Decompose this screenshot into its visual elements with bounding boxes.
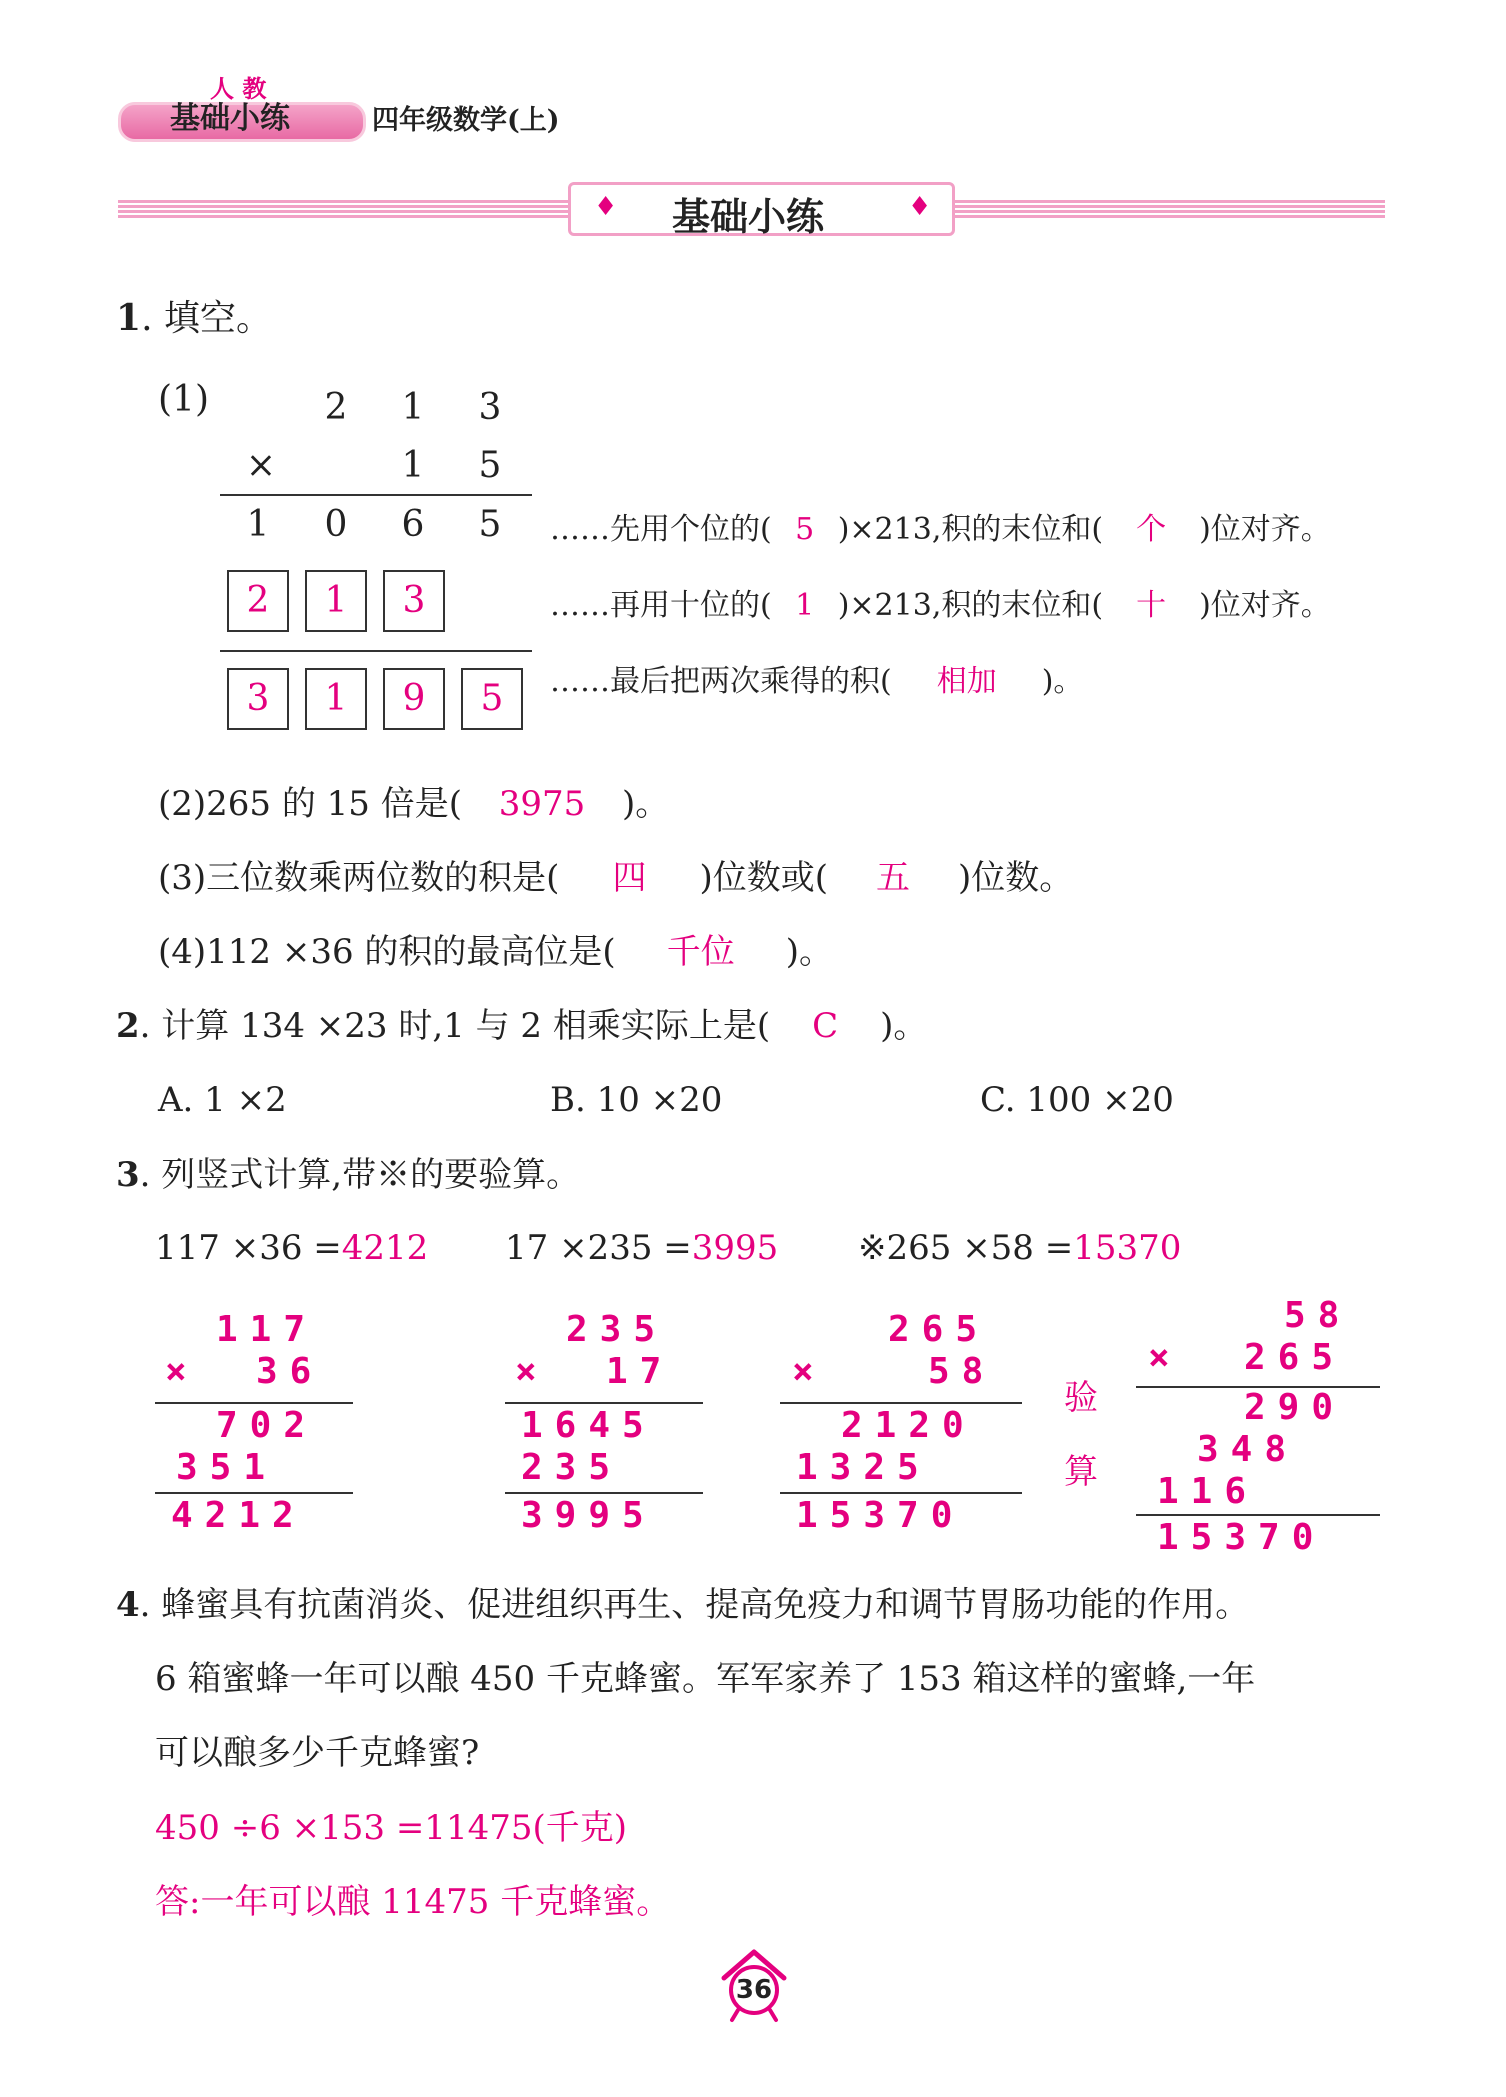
calc-row: 235 [566, 1309, 668, 1350]
q-text: )。 [785, 932, 833, 972]
eq-expr: ※265 ×58 = [858, 1228, 1074, 1268]
multiplicand-digit: 1 [401, 387, 425, 428]
q3-number: 3 [116, 1155, 140, 1195]
q-text: )位数或( [699, 858, 828, 898]
q2-option-c: C. 100 ×20 [980, 1080, 1174, 1120]
note-answer: 相加 [936, 664, 997, 699]
q1-p3 [158, 858, 1073, 898]
partial1-digit: 6 [401, 504, 425, 545]
q-text: (4)112 ×36 的积的最高位是( [158, 932, 616, 972]
calc-line [1136, 1514, 1380, 1516]
calc-row: 2120 [841, 1405, 976, 1446]
q4-number: 4 [116, 1585, 140, 1625]
answer-box: 1 [305, 668, 367, 730]
answer-box: 9 [383, 668, 445, 730]
q4-line3: 可以酿多少千克蜂蜜? [155, 1733, 480, 1773]
eq-answer: 4212 [341, 1228, 429, 1268]
partial1-digit: 1 [246, 504, 270, 545]
eq-expr: 117 ×36 = [155, 1228, 342, 1268]
q3-title: . 列竖式计算,带※的要验算。 [139, 1155, 581, 1195]
answer-box: 5 [461, 668, 523, 730]
q2-text: . 计算 134 ×23 时,1 与 2 相乘实际上是( [139, 1006, 771, 1046]
q4-answer-text: 答:一年可以酿 11475 千克蜂蜜。 [155, 1882, 671, 1922]
partial1-digit: 5 [478, 504, 502, 545]
calc-row: 348 [1197, 1429, 1299, 1470]
multiplicand-digit: 2 [324, 387, 348, 428]
q1-heading [116, 298, 272, 339]
note-answer: 1 [795, 588, 815, 623]
calc-row: 1325 [796, 1447, 931, 1488]
note-text: )×213,积的末位和( [837, 512, 1104, 547]
calc-row: 117 [216, 1309, 318, 1350]
calc-row: 15370 [796, 1495, 965, 1536]
note-text: ……最后把两次乘得的积( [550, 664, 892, 699]
q3-eq2 [505, 1228, 778, 1268]
calc-row: 15370 [1157, 1517, 1326, 1558]
q-answer: 五 [875, 858, 910, 898]
q1-note3 [550, 663, 1083, 701]
calc-line [155, 1402, 353, 1404]
header-publisher: 人 教 [210, 74, 267, 103]
calc-line [505, 1402, 703, 1404]
calc-sign: × [1148, 1337, 1182, 1378]
q-text: (3)三位数乘两位数的积是( [158, 858, 560, 898]
note-answer: 个 [1136, 512, 1167, 547]
calc-row: 36 [256, 1351, 324, 1392]
q-text: )。 [622, 784, 670, 824]
note-answer: 5 [795, 512, 815, 547]
diamond-icon: ♦ [908, 192, 932, 222]
q1-p4 [158, 932, 833, 972]
q1-p2 [158, 784, 669, 824]
calc-row: 265 [1244, 1337, 1346, 1378]
note-answer: 十 [1136, 588, 1167, 623]
calc-row: 4212 [171, 1495, 306, 1536]
calc-sign: × [165, 1351, 199, 1392]
calc-row: 17 [606, 1351, 674, 1392]
q-answer: 千位 [666, 932, 735, 972]
calc-line [155, 1492, 353, 1494]
calc-line [505, 1492, 703, 1494]
q3-eq1 [155, 1228, 428, 1268]
multiplier-digit: 5 [478, 445, 502, 486]
verify-label-1: 验 [1064, 1378, 1098, 1418]
calc-row: 58 [1284, 1295, 1352, 1336]
note-text: )×213,积的末位和( [837, 588, 1104, 623]
banner-stripe-right [955, 200, 1385, 218]
partial1-digit: 0 [324, 504, 348, 545]
q2-answer: C [812, 1006, 839, 1046]
times-sign: × [245, 445, 277, 486]
verify-label-2: 算 [1064, 1452, 1098, 1492]
calc-row: 116 [1157, 1471, 1259, 1512]
q1-title: . 填空。 [141, 298, 272, 339]
q3-eq3 [858, 1228, 1181, 1268]
note-text: )位对齐。 [1199, 588, 1331, 623]
q-text: )位数。 [957, 858, 1074, 898]
calc-row: 702 [216, 1405, 318, 1446]
section-title: 基础小练 [672, 195, 825, 239]
q-text: (2)265 的 15 倍是( [158, 784, 463, 824]
q4-answer-expression: 450 ÷6 ×153 =11475(千克) [155, 1808, 627, 1848]
q2-heading [116, 1006, 927, 1046]
q4-text: . 蜂蜜具有抗菌消炎、促进组织再生、提高免疫力和调节胃肠功能的作用。 [139, 1585, 1250, 1625]
answer-box: 1 [305, 570, 367, 632]
q-answer: 3975 [498, 784, 586, 824]
calc-row: 351 [176, 1447, 278, 1488]
diamond-icon: ♦ [594, 192, 618, 222]
q2-option-a: A. 1 ×2 [158, 1080, 287, 1120]
q2-end: )。 [880, 1006, 928, 1046]
multiplier-digit: 1 [401, 445, 425, 486]
calc-row: 58 [928, 1351, 996, 1392]
header-series: 基础小练 [170, 101, 290, 136]
q1-p1-label: (1) [158, 379, 209, 420]
q4-line1 [116, 1585, 1249, 1625]
q1-note2 [550, 587, 1331, 625]
calc-row: 265 [888, 1309, 990, 1350]
q4-line2: 6 箱蜜蜂一年可以酿 450 千克蜂蜜。军军家养了 153 箱这样的蜜蜂,一年 [155, 1659, 1256, 1699]
eq-answer: 15370 [1073, 1228, 1182, 1268]
note-text: ……再用十位的( [550, 588, 772, 623]
q2-option-b: B. 10 ×20 [550, 1080, 723, 1120]
header-grade-subject: 四年级数学(上) [372, 105, 560, 136]
banner-stripe-left [118, 200, 568, 218]
multiplicand-digit: 3 [478, 387, 502, 428]
calc-sign: × [792, 1351, 826, 1392]
calc-line [780, 1402, 1022, 1404]
page-number: 36 [735, 1975, 773, 2005]
q-answer: 四 [612, 858, 647, 898]
note-text: )位对齐。 [1199, 512, 1331, 547]
calc-line [780, 1492, 1022, 1494]
rule-line [220, 650, 532, 652]
answer-box: 3 [383, 570, 445, 632]
note-text: ……先用个位的( [550, 512, 772, 547]
eq-answer: 3995 [691, 1228, 779, 1268]
calc-sign: × [515, 1351, 549, 1392]
eq-expr: 17 ×235 = [505, 1228, 692, 1268]
calc-row: 1645 [521, 1405, 656, 1446]
calc-row: 235 [521, 1447, 623, 1488]
q1-note1 [550, 511, 1331, 549]
answer-box: 3 [227, 668, 289, 730]
calc-row: 3995 [521, 1495, 656, 1536]
note-text: )。 [1041, 664, 1084, 699]
calc-row: 290 [1244, 1387, 1346, 1428]
q2-number: 2 [116, 1006, 140, 1046]
rule-line [220, 494, 532, 496]
q3-heading [116, 1155, 580, 1195]
q1-number: 1 [116, 297, 142, 339]
answer-box: 2 [227, 570, 289, 632]
